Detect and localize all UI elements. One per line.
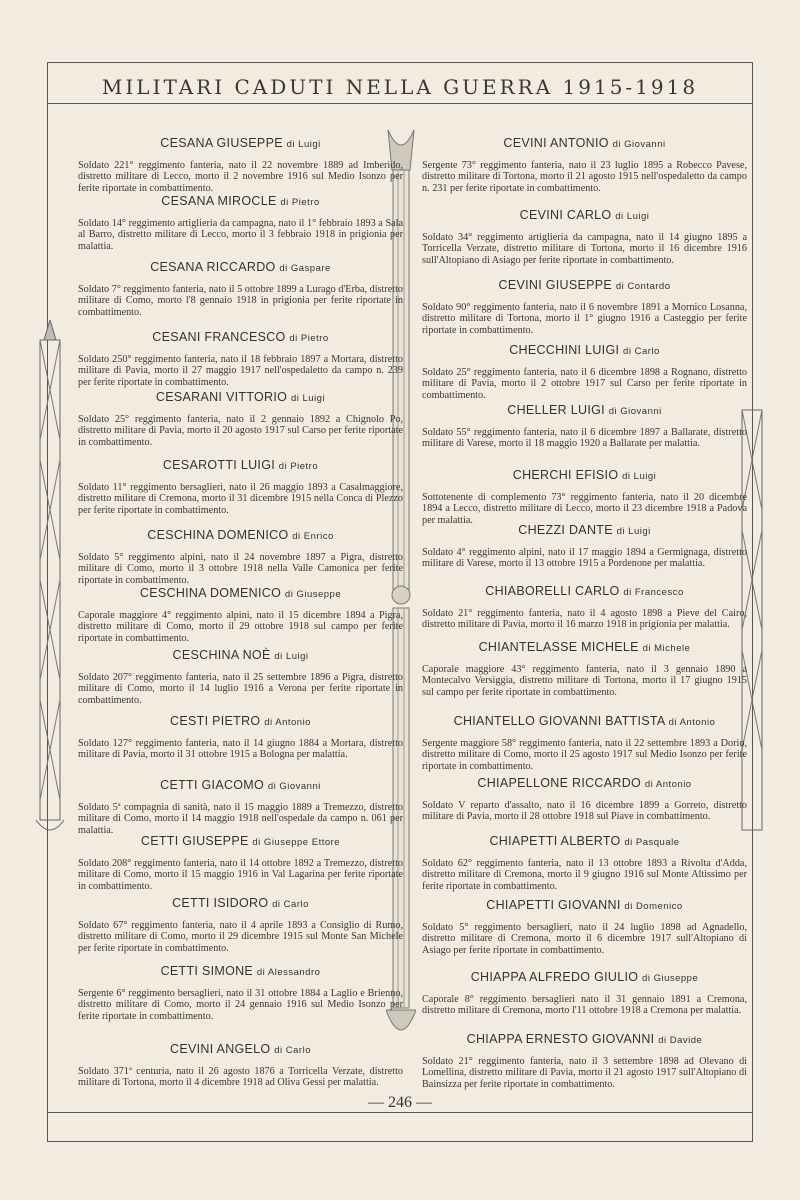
entry — [78, 260, 403, 318]
entry-name: CESANI FRANCESCO di Pietro — [152, 330, 329, 344]
entry-text: Sottotenente di complemento 73° reggimento fanteria, nato il 20 dicembre 1894 a Lecco, distretto militare di Lecco, morto il 23 dicembre 1918 a Padova per malattia. — [422, 492, 747, 526]
entry-name: CESCHINA NOÈ di Luigi — [172, 648, 309, 662]
entry — [78, 136, 403, 194]
entry-name: CHIANTELLO GIOVANNI BATTISTA di Antonio — [453, 714, 716, 728]
entry — [422, 278, 747, 336]
entry-name: CEVINI GIUSEPPE di Contardo — [498, 278, 671, 292]
entry — [78, 834, 403, 892]
entry — [422, 834, 747, 892]
entry-text: Sergente 73° reggimento fanteria, nato il 23 luglio 1895 a Robecco Pavese, distretto militare di Tortona, morto il 21 agosto 1915 nell'ospedaletto da campo n. 231 per ferite riportate in combattimento. — [422, 160, 747, 194]
entry-name: CETTI ISIDORO di Carlo — [172, 896, 309, 910]
entry — [78, 648, 403, 706]
entry — [78, 390, 403, 448]
entry-name: CEVINI ANGELO di Carlo — [170, 1042, 311, 1056]
entry — [422, 1032, 747, 1090]
entry — [78, 1042, 403, 1089]
entry-text: Soldato 5° reggimento alpini, nato il 24 novembre 1897 a Pigra, distretto militare di Como, morto il 3 ottobre 1918 nella Valle Camonica per ferite riportate in combattimento. — [78, 552, 403, 586]
entry-name: CESAROTTI LUIGI di Pietro — [162, 458, 319, 472]
entry-text: Soldato 90° reggimento fanteria, nato il 6 novembre 1891 a Mornico Losanna, distretto militare di Tortona, morto il 1° giugno 1916 a Casteggio per ferite riportate in combattimento. — [422, 302, 747, 336]
page-title: MILITARI CADUTI NELLA GUERRA 1915-1918 — [101, 75, 699, 99]
entry — [78, 714, 403, 761]
entry-text: Caporale maggiore 43° reggimento fanteria, nato il 3 gennaio 1890 a Montecalvo Versiggia, distretto militare di Tortona, morto il 17 giugno 1915 sul campo per ferite riportate in combattimento. — [422, 664, 747, 698]
entry-text: Soldato 21° reggimento fanteria, nato il 4 agosto 1898 a Pieve del Cairo, distretto militare di Pavia, morto il 16 marzo 1918 in prigionia per malattia. — [422, 608, 747, 631]
entry-text: Soldato 55° reggimento fanteria, nato il 6 dicembre 1897 a Ballarate, distretto militare di Varese, morto il 18 maggio 1920 a Ballarate per malattia. — [422, 427, 747, 450]
entry-text: Soldato 34° reggimento artiglieria da campagna, nato il 14 giugno 1895 a Torricella Verzate, distretto militare di Tortona, morto il 16 dicembre 1916 sull'Altopiano di Asiago per ferite riportate in combattimento. — [422, 232, 747, 266]
entry — [78, 896, 403, 954]
entry-text: Soldato 5ª compagnia di sanità, nato il 15 maggio 1889 a Tremezzo, distretto militare di Como, morto il 14 maggio 1918 nell'ospedale da campo n. 061 per malattia. — [78, 802, 403, 836]
entry-text: Caporale 8° reggimento bersaglieri nato il 31 gennaio 1891 a Cremona, distretto militare di Cremona, morto l'11 ottobre 1918 a Cremona per malattia. — [422, 994, 747, 1017]
footer-rule — [47, 1112, 753, 1113]
entry — [422, 640, 747, 698]
entry — [78, 330, 403, 388]
entry-text: Soldato 25° reggimento fanteria, nato il 2 gennaio 1892 a Chignolo Po, distretto militare di Pavia, morto il 20 agosto 1917 sul Carso per ferite riportate in combattimento. — [78, 414, 403, 448]
entry-name: CHERCHI EFISIO di Luigi — [512, 468, 657, 482]
entry-text: Soldato 371ª centuria, nato il 26 agosto 1876 a Torricella Verzate, distretto militare di Tortona, morto il 4 dicembre 1918 ad Oliva Gessi per malattia. — [78, 1066, 403, 1089]
entry-text: Soldato V reparto d'assalto, nato il 16 dicembre 1899 a Gorreto, distretto militare di Pavia, morto il 28 ottobre 1918 sul Piave in combattimento. — [422, 800, 747, 823]
entry-text: Soldato 62° reggimento fanteria, nato il 13 ottobre 1893 a Rivolta d'Adda, distretto militare di Cremona, morto il 9 giugno 1916 sul Monte Altissimo per ferite riportate in combattimento. — [422, 858, 747, 892]
entry — [422, 136, 747, 194]
entry-text: Soldato 21° reggimento fanteria, nato il 3 settembre 1898 ad Olevano di Lomellina, distretto militare di Pavia, morto il 21 agosto 1917 sull'Altopiano di Bainsizza per ferite riportate in combattimento. — [422, 1056, 747, 1090]
entry — [78, 964, 403, 1022]
header-rule — [47, 103, 753, 104]
entry-text: Soldato 67° reggimento fanteria, nato il 4 aprile 1893 a Consiglio di Rumo, distretto militare di Como, morto il 29 dicembre 1915 sul Monte San Michele per ferite riportate in combattimento. — [78, 920, 403, 954]
left-side-ornament — [32, 320, 72, 840]
entry — [78, 528, 403, 586]
entry — [422, 403, 747, 450]
entry — [78, 778, 403, 836]
entry-name: CHIAPPA ERNESTO GIOVANNI di Davide — [466, 1032, 703, 1046]
entry — [422, 208, 747, 266]
entry-name: CETTI GIUSEPPE di Giuseppe Ettore — [140, 834, 341, 848]
entry-text: Soldato 221° reggimento fanteria, nato il 22 novembre 1889 ad Imberido, distretto militare di Lecco, morto il 2 novembre 1916 sul Medio Isonzo per ferite riportate in combattimento. — [78, 160, 403, 194]
entry-name: CETTI GIACOMO di Giovanni — [160, 778, 321, 792]
entry — [78, 458, 403, 516]
entry-name: CESANA MIROCLE di Pietro — [161, 194, 320, 208]
entry-name: CHECCHINI LUIGI di Carlo — [509, 343, 660, 357]
entry-name: CHIABORELLI CARLO di Francesco — [485, 584, 684, 598]
entry — [422, 714, 747, 772]
entry-text: Sergente 6° reggimento bersaglieri, nato il 31 ottobre 1884 a Laglio e Brienno, distretto militare di Como, morto il 24 gennaio 1916 sul Medio Isonzo per ferite riportate in combattimento. — [78, 988, 403, 1022]
entry — [78, 194, 403, 252]
entry — [78, 586, 403, 644]
page-number: — 246 — — [368, 1094, 432, 1111]
entry-text: Soldato 11° reggimento bersaglieri, nato il 26 maggio 1893 a Casalmaggiore, distretto militare di Cremona, morto il 31 dicembre 1915 nella Conca di Plezzo per ferite riportate in combattimento. — [78, 482, 403, 516]
entry — [422, 970, 747, 1017]
entry-name: CETTI SIMONE di Alessandro — [160, 964, 321, 978]
entry-text: Soldato 25° reggimento fanteria, nato il 6 dicembre 1898 a Rognano, distretto militare di Pavia, morto il 2 ottobre 1917 sul Carso per ferite riportate in combattimento. — [422, 367, 747, 401]
entry — [422, 523, 747, 570]
entry-name: CESANA GIUSEPPE di Luigi — [160, 136, 321, 150]
entry — [422, 898, 747, 956]
entry-text: Soldato 5° reggimento bersaglieri, nato il 24 luglio 1898 ad Agnadello, distretto militare di Cremona, morto il 6 dicembre 1917 sull'Altopiano di Asiago per ferite riportate in combattimento. — [422, 922, 747, 956]
entry-name: CESARANI VITTORIO di Luigi — [155, 390, 326, 404]
entry-text: Sergente maggiore 58° reggimento fanteria, nato il 22 settembre 1893 a Dorio, distretto militare di Como, morto il 25 agosto 1917 sul Medio Isonzo per ferite riportate in combattimento. — [422, 738, 747, 772]
entry-text: Soldato 250° reggimento fanteria, nato il 18 febbraio 1897 a Mortara, distretto militare di Pavia, morto il 27 maggio 1917 nell'ospedaletto da campo n. 239 per ferite riportate in combattimento. — [78, 354, 403, 388]
entry-name: CESCHINA DOMENICO di Giuseppe — [139, 586, 342, 600]
top-rule — [47, 62, 753, 63]
entry-name: CHIANTELASSE MICHELE di Michele — [478, 640, 691, 654]
entry — [422, 343, 747, 401]
entry-text: Soldato 4° reggimento alpini, nato il 17 maggio 1894 a Germignaga, distretto militare di Varese, morto il 13 ottobre 1915 a Pordenone per malattia. — [422, 547, 747, 570]
entry-name: CESCHINA DOMENICO di Enrico — [147, 528, 334, 542]
entry-text: Soldato 14° reggimento artiglieria da campagna, nato il 1° febbraio 1893 a Sala al Barro, distretto militare di Lecco, morto il 3 febbraio 1918 in prigionia per malattia. — [78, 218, 403, 252]
entry — [422, 584, 747, 631]
entry-text: Soldato 127° reggimento fanteria, nato il 14 giugno 1884 a Mortara, distretto militare di Pavia, morto il 31 ottobre 1915 a Bologna per malattia. — [78, 738, 403, 761]
entry-text: Soldato 207° reggimento fanteria, nato il 25 settembre 1896 a Pigra, distretto militare di Como, morto il 14 luglio 1916 a Verona per ferite riportate in combattimento. — [78, 672, 403, 706]
entry-name: CHELLER LUIGI di Giovanni — [507, 403, 662, 417]
entry-name: CEVINI CARLO di Luigi — [519, 208, 650, 222]
entry-name: CEVINI ANTONIO di Giovanni — [503, 136, 666, 150]
entry — [422, 468, 747, 526]
entry-text: Soldato 208° reggimento fanteria, nato il 14 ottobre 1892 a Tremezzo, distretto militare di Como, morto il 15 maggio 1916 in Val Lagarina per ferite riportate in combattimento. — [78, 858, 403, 892]
entry-name: CHEZZI DANTE di Luigi — [518, 523, 651, 537]
entry-name: CESANA RICCARDO di Gaspare — [150, 260, 331, 274]
entry-name: CESTI PIETRO di Antonio — [170, 714, 311, 728]
entry-text: Soldato 7° reggimento fanteria, nato il 5 ottobre 1899 a Lurago d'Erba, distretto militare di Como, morto l'8 gennaio 1918 in prigionia per ferite riportate in combattimento. — [78, 284, 403, 318]
entry-text: Caporale maggiore 4° reggimento alpini, nato il 15 dicembre 1894 a Pigra, distretto militare di Como, morto il 29 ottobre 1918 sul campo per ferite riportate in combattimento. — [78, 610, 403, 644]
entry — [422, 776, 747, 823]
entry-name: CHIAPETTI GIOVANNI di Domenico — [486, 898, 683, 912]
entry-name: CHIAPPA ALFREDO GIULIO di Giuseppe — [470, 970, 699, 984]
entry-name: CHIAPELLONE RICCARDO di Antonio — [477, 776, 692, 790]
entry-name: CHIAPETTI ALBERTO di Pasquale — [489, 834, 680, 848]
